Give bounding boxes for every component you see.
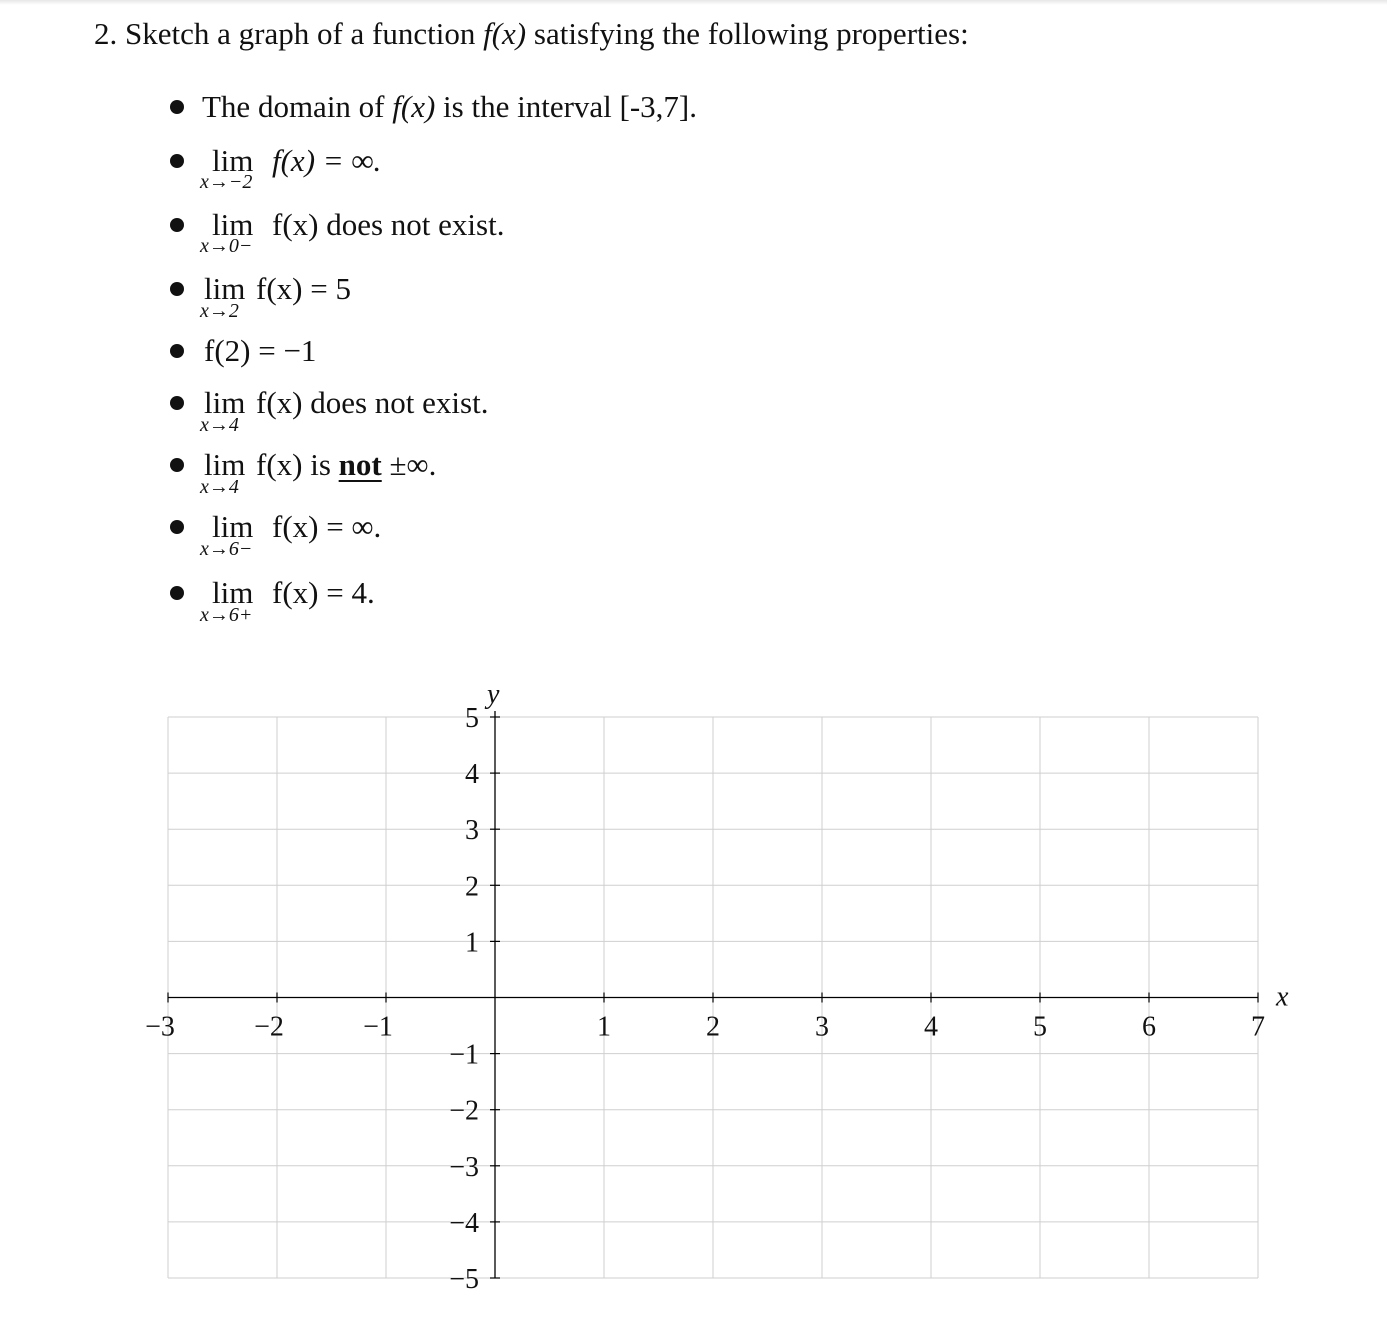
- property-limit-word: lim: [212, 509, 254, 544]
- property-expression: f(2) = −1: [204, 333, 317, 368]
- limit-subscript: x→4: [200, 476, 239, 498]
- x-tick-label: 3: [815, 1011, 829, 1043]
- x-tick-label: 1: [597, 1011, 611, 1043]
- y-tick-label: 2: [465, 871, 479, 903]
- y-tick-label: −3: [449, 1151, 479, 1183]
- bullet: [168, 586, 188, 606]
- tick-labels: [145, 679, 1289, 1295]
- x-tick-label: −2: [254, 1011, 284, 1043]
- property-expression: f(x) is not ±∞.: [256, 447, 437, 482]
- property-expression: f(x) = 4.: [272, 575, 375, 610]
- property-limit-word: lim: [204, 447, 246, 482]
- property-expression: f(x) = ∞.: [272, 509, 382, 544]
- bullet: [168, 154, 188, 174]
- y-tick-label: −5: [449, 1264, 479, 1295]
- property-limit-word: lim: [212, 575, 254, 610]
- y-tick-label: 1: [465, 927, 479, 959]
- coordinate-grid: [0, 640, 1387, 1340]
- bullet: [168, 282, 188, 302]
- property-expression: f(x) = 5: [256, 271, 351, 306]
- x-tick-label: 7: [1251, 1011, 1265, 1043]
- limit-subscript: x→6+: [200, 604, 253, 626]
- property-expression: f(x) does not exist.: [256, 385, 489, 420]
- x-tick-label: 4: [924, 1011, 938, 1043]
- problem-text-after: satisfying the following properties:: [533, 16, 969, 51]
- bullet: [168, 520, 188, 540]
- property-limit-word: lim: [204, 271, 246, 306]
- limit-subscript: x→6−: [200, 538, 253, 560]
- property-expression: f(x) does not exist.: [272, 207, 505, 242]
- property-domain: The domain of f(x) is the interval [-3,7].: [202, 89, 697, 124]
- x-tick-label: −3: [145, 1011, 175, 1043]
- property-expression: f(x) = ∞.: [272, 143, 382, 178]
- x-tick-label: 6: [1142, 1011, 1156, 1043]
- y-tick-label: −1: [449, 1039, 479, 1071]
- y-tick-label: −2: [449, 1095, 479, 1127]
- property-limit-word: lim: [212, 207, 254, 242]
- bullet: [168, 100, 188, 120]
- problem-number: 2.: [94, 16, 118, 51]
- limit-subscript: x→2: [200, 300, 239, 322]
- x-tick-label: 2: [706, 1011, 720, 1043]
- x-axis-label: x: [1276, 981, 1289, 1013]
- bullet: [168, 218, 188, 238]
- property-limit-word: lim: [212, 143, 254, 178]
- property-limit-word: lim: [204, 385, 246, 420]
- y-tick-label: −4: [449, 1207, 479, 1239]
- limit-subscript: x→0−: [200, 235, 253, 257]
- problem-statement: [94, 16, 969, 52]
- emphasis-not: not: [338, 447, 382, 482]
- x-tick-label: −1: [363, 1011, 393, 1043]
- x-tick-label: 5: [1033, 1011, 1047, 1043]
- problem-function: f(x): [483, 16, 527, 51]
- bullet: [168, 458, 188, 478]
- y-tick-label: 5: [465, 703, 479, 734]
- y-tick-label: 4: [465, 759, 479, 791]
- bullet: [168, 396, 188, 416]
- limit-subscript: x→−2: [200, 171, 253, 193]
- y-tick-label: 3: [465, 815, 479, 847]
- top-edge: [0, 0, 1387, 5]
- y-axis-label: y: [487, 679, 500, 710]
- bullet: [168, 344, 188, 364]
- limit-subscript: x→4: [200, 414, 239, 436]
- problem-text-before: Sketch a graph of a function: [125, 16, 476, 51]
